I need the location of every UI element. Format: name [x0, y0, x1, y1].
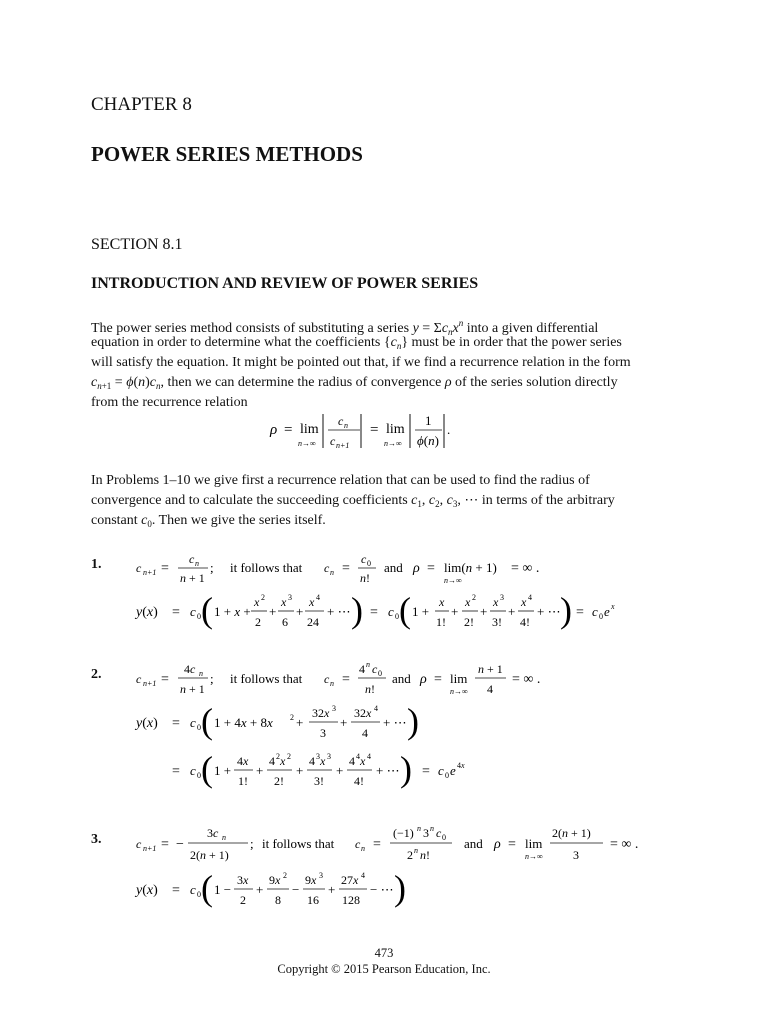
svg-text:n: n — [414, 846, 418, 855]
and-text: and — [464, 836, 483, 851]
svg-text:n: n — [330, 679, 334, 688]
svg-text:(−1): (−1) — [393, 826, 414, 840]
svg-text:x: x — [280, 754, 286, 768]
svg-text:−: − — [292, 882, 300, 897]
svg-text:2: 2 — [290, 713, 294, 722]
radius-formula — [260, 405, 460, 453]
svg-text:c: c — [324, 561, 330, 575]
svg-text:+: + — [296, 604, 304, 619]
svg-text:=: = — [342, 561, 350, 576]
svg-text:c: c — [136, 561, 142, 575]
svg-text:;: ; — [210, 560, 214, 575]
recurrence-formula: $c_n$ — [91, 375, 102, 391]
svg-text:+ ⋯: + ⋯ — [537, 604, 561, 619]
svg-text:2: 2 — [255, 615, 261, 629]
svg-text:+ ⋯: + ⋯ — [376, 763, 400, 778]
svg-text:8: 8 — [275, 893, 281, 907]
svg-text:n + 1: n + 1 — [180, 571, 205, 585]
svg-text:1: 1 — [425, 413, 432, 428]
svg-text:1!: 1! — [238, 774, 248, 788]
connector-text: it follows that — [262, 836, 335, 851]
svg-text:): ) — [407, 701, 419, 741]
svg-text:1 −: 1 − — [214, 882, 232, 897]
svg-text:lim: lim — [525, 836, 543, 851]
svg-text:): ) — [394, 868, 406, 908]
svg-text:+: + — [451, 604, 459, 619]
intro-text: The power series method consists of substituting a series — [91, 321, 413, 336]
svg-text:n+1: n+1 — [143, 844, 157, 853]
svg-text:=: = — [172, 883, 180, 898]
svg-text:=: = — [370, 422, 379, 438]
svg-text:4!: 4! — [354, 774, 364, 788]
svg-text:+: + — [256, 882, 264, 897]
svg-text:4c: 4c — [184, 662, 196, 676]
svg-text:;: ; — [210, 671, 214, 686]
svg-text:c: c — [592, 604, 598, 619]
svg-text:x: x — [281, 595, 287, 609]
svg-text:0: 0 — [445, 771, 449, 780]
svg-text:=: = — [161, 561, 169, 576]
svg-text:y(x): y(x) — [136, 605, 158, 620]
svg-text:2: 2 — [240, 893, 246, 907]
svg-text:=: = — [284, 422, 293, 438]
svg-text:= ∞ .: = ∞ . — [512, 672, 541, 687]
svg-text:= ∞ .: = ∞ . — [511, 561, 540, 576]
svg-text:= ∞ .: = ∞ . — [610, 837, 639, 852]
svg-text:4!: 4! — [520, 615, 530, 629]
svg-text:32x: 32x — [354, 706, 372, 720]
problems-intro-text: . Then we give the series itself. — [151, 513, 326, 528]
problem-number: 2. — [91, 667, 102, 682]
svg-text:): ) — [351, 590, 363, 630]
svg-text:;: ; — [250, 836, 254, 851]
svg-text:4x: 4x — [457, 761, 465, 770]
svg-text:(: ( — [201, 868, 213, 908]
svg-text:c: c — [438, 763, 444, 778]
svg-text:x: x — [439, 595, 445, 609]
svg-text:1 + x +: 1 + x + — [214, 604, 251, 619]
svg-text:9x: 9x — [305, 873, 317, 887]
svg-text:n: n — [417, 824, 421, 833]
svg-text:=: = — [172, 605, 180, 620]
svg-text:e: e — [450, 763, 456, 778]
svg-text:6: 6 — [282, 615, 288, 629]
svg-text:y(x): y(x) — [136, 883, 158, 898]
svg-text:3!: 3! — [314, 774, 324, 788]
svg-text:1!: 1! — [436, 615, 446, 629]
svg-text:1 +: 1 + — [214, 763, 232, 778]
svg-text:c: c — [189, 552, 195, 566]
svg-text:c: c — [190, 715, 196, 730]
svg-text:n!: n! — [365, 682, 375, 696]
svg-text:=: = — [172, 716, 180, 731]
problem-3-series — [130, 866, 550, 914]
svg-text:=: = — [373, 837, 381, 852]
problems-intro-text: in terms of the arbitrary — [478, 493, 615, 508]
problems-intro: In Problems 1–10 we give first a recurrence relation that can be used to find the radius of convergence and to calculate the succeeding coefficients $c_1$, $c_2$, $c_3$, ⋯ in terms of the arbitrary constant $c_0$. Then we give the series itself. — [91, 471, 691, 531]
svg-text:x: x — [465, 595, 471, 609]
svg-text:+: + — [336, 763, 344, 778]
intro-text: must be in order that the power series — [408, 335, 622, 350]
svg-text:0: 0 — [378, 669, 382, 678]
svg-text:3: 3 — [320, 726, 326, 740]
svg-text:3: 3 — [573, 848, 579, 862]
svg-text:(: ( — [201, 701, 213, 741]
svg-text:4: 4 — [359, 662, 365, 676]
svg-text:c: c — [190, 763, 196, 778]
svg-text:c: c — [436, 826, 442, 840]
svg-text:ρ: ρ — [413, 561, 420, 576]
svg-text:2: 2 — [407, 848, 413, 862]
intro-text: of the series solution directly — [451, 375, 618, 390]
intro-text: from the recurrence relation — [91, 395, 248, 410]
svg-text:c: c — [372, 662, 378, 676]
svg-text:e: e — [604, 604, 610, 619]
svg-text:=: = — [342, 672, 350, 687]
problem-1-series — [130, 588, 615, 636]
svg-text:24: 24 — [307, 615, 319, 629]
svg-text:=: = — [172, 764, 180, 779]
svg-text:x: x — [611, 602, 615, 611]
svg-text:n→∞: n→∞ — [384, 439, 402, 448]
svg-text:2: 2 — [261, 593, 265, 602]
svg-text:n→∞: n→∞ — [444, 576, 462, 585]
intro-text: then we can determine the radius of convergence — [164, 375, 445, 390]
svg-text:32x: 32x — [312, 706, 330, 720]
svg-text:c: c — [324, 672, 330, 686]
svg-text:+: + — [508, 604, 516, 619]
and-text: and — [392, 671, 411, 686]
intro-text: into a given differential — [463, 321, 599, 336]
svg-text:0: 0 — [395, 612, 399, 621]
svg-text:4: 4 — [356, 752, 360, 761]
svg-text:3: 3 — [500, 593, 504, 602]
svg-text:c: c — [361, 552, 367, 566]
svg-text:0: 0 — [442, 833, 446, 842]
problems-intro-text: constant — [91, 513, 142, 528]
svg-text:3: 3 — [423, 826, 429, 840]
svg-text:16: 16 — [307, 893, 319, 907]
problem-number: 1. — [91, 557, 102, 572]
svg-text:0: 0 — [197, 612, 201, 621]
svg-text:n: n — [199, 669, 203, 678]
svg-text:ρ: ρ — [270, 422, 278, 438]
svg-text:n+1: n+1 — [143, 679, 157, 688]
svg-text:): ) — [560, 590, 572, 630]
svg-text:4: 4 — [309, 754, 315, 768]
svg-text:c: c — [136, 672, 142, 686]
svg-text:2!: 2! — [274, 774, 284, 788]
svg-text:c: c — [190, 604, 196, 619]
svg-text:0: 0 — [197, 723, 201, 732]
problem-number: 3. — [91, 832, 102, 847]
svg-text:c: c — [136, 837, 142, 851]
svg-text:n: n — [430, 824, 434, 833]
svg-text:n→∞: n→∞ — [525, 852, 543, 861]
svg-text:4: 4 — [367, 752, 371, 761]
svg-text:n+1: n+1 — [143, 568, 157, 577]
svg-text:0: 0 — [367, 559, 371, 568]
intro-text: equation in order to determine what the coefficients — [91, 335, 384, 350]
series-formula: y — [412, 321, 419, 336]
svg-text:=: = — [427, 561, 435, 576]
svg-text:27x: 27x — [341, 873, 359, 887]
section-title: INTRODUCTION AND REVIEW OF POWER SERIES — [91, 275, 479, 292]
svg-text:4: 4 — [374, 704, 378, 713]
svg-text:1 +: 1 + — [412, 604, 430, 619]
svg-text:=: = — [434, 672, 442, 687]
svg-text:lim: lim — [450, 671, 468, 686]
svg-text:4: 4 — [349, 754, 355, 768]
problems-intro-text: In Problems 1–10 we give first a recurrence relation that can be used to find the radius of — [91, 473, 590, 488]
svg-text:+: + — [296, 715, 304, 730]
section-label: SECTION 8.1 — [91, 236, 183, 253]
svg-text:4x: 4x — [237, 754, 249, 768]
chapter-label: CHAPTER 8 — [91, 94, 192, 115]
svg-text:x: x — [521, 595, 527, 609]
problem-2-series-b — [130, 747, 550, 795]
svg-text:3: 3 — [288, 593, 292, 602]
svg-text:2: 2 — [283, 871, 287, 880]
svg-text:n→∞: n→∞ — [450, 687, 468, 696]
svg-text:n: n — [361, 844, 365, 853]
svg-text:4: 4 — [316, 593, 320, 602]
svg-text:c: c — [355, 837, 361, 851]
connector-text: it follows that — [230, 560, 303, 575]
svg-text:+: + — [256, 763, 264, 778]
svg-text:n!: n! — [420, 848, 430, 862]
svg-text:x: x — [320, 754, 326, 768]
svg-text:.: . — [447, 422, 451, 437]
svg-text:n!: n! — [360, 571, 370, 585]
copyright-notice: Copyright © 2015 Pearson Education, Inc. — [277, 962, 491, 976]
svg-text:128: 128 — [342, 893, 360, 907]
svg-text:4: 4 — [487, 682, 493, 696]
svg-text:2!: 2! — [464, 615, 474, 629]
svg-text:lim: lim — [386, 422, 405, 437]
svg-text:x: x — [493, 595, 499, 609]
svg-text:n: n — [222, 833, 226, 842]
svg-text:0: 0 — [599, 612, 603, 621]
svg-text:c: c — [338, 414, 344, 428]
svg-text:+: + — [328, 882, 336, 897]
svg-text:n: n — [344, 421, 348, 430]
svg-text:y(x): y(x) — [136, 716, 158, 731]
intro-paragraph: The power series method consists of substituting a series $y = \Sigma c_nx^n$ into a given differential equation in order to determine what the coefficients $\{c_n\}$ must be in order that the power series will satisfy the equation. It might be pointed out that, if we find a recurrence relation in the form $c_{n+1} = \phi(n)c_n$, then we can determine the radius of convergence ρ of the series solution directly from the recurrence relation — [91, 313, 691, 413]
and-text: and — [384, 560, 403, 575]
svg-text:4: 4 — [361, 871, 365, 880]
svg-text:9x: 9x — [269, 873, 281, 887]
svg-text:1 + 4x + 8x: 1 + 4x + 8x — [214, 715, 273, 730]
problem-2-series-a — [130, 699, 550, 747]
svg-text:−: − — [176, 837, 184, 852]
intro-text: will satisfy the equation. It might be pointed out that, if we find a recurrence relation in the form — [91, 355, 631, 370]
problem-2-recurrence — [130, 655, 570, 697]
svg-text:+ ⋯: + ⋯ — [383, 715, 407, 730]
svg-text:lim(n + 1): lim(n + 1) — [444, 560, 497, 575]
chapter-title: POWER SERIES METHODS — [91, 142, 363, 166]
svg-text:ρ: ρ — [494, 837, 501, 852]
svg-text:− ⋯: − ⋯ — [370, 882, 394, 897]
svg-text:+: + — [269, 604, 277, 619]
svg-text:+ ⋯: + ⋯ — [327, 604, 351, 619]
svg-text:3!: 3! — [492, 615, 502, 629]
problem-3-recurrence — [130, 818, 650, 864]
svg-text:4: 4 — [528, 593, 532, 602]
svg-text:3: 3 — [319, 871, 323, 880]
svg-text:(: ( — [201, 590, 213, 630]
svg-text:n+1: n+1 — [336, 441, 350, 450]
svg-text:2: 2 — [276, 752, 280, 761]
svg-text:=: = — [370, 605, 378, 620]
svg-text:3c: 3c — [207, 826, 219, 840]
svg-text:c: c — [330, 434, 336, 448]
svg-text:=: = — [576, 605, 584, 620]
svg-text:(: ( — [201, 749, 213, 789]
svg-text:0: 0 — [197, 890, 201, 899]
connector-text: it follows that — [230, 671, 303, 686]
svg-text:): ) — [400, 749, 412, 789]
svg-text:lim: lim — [300, 422, 319, 437]
svg-text:n: n — [195, 559, 199, 568]
svg-text:=: = — [508, 837, 516, 852]
svg-text:ϕ(n): ϕ(n) — [417, 433, 439, 448]
svg-text:(: ( — [399, 590, 411, 630]
problem-1-recurrence — [130, 546, 570, 586]
svg-text:+: + — [480, 604, 488, 619]
svg-text:x: x — [360, 754, 366, 768]
svg-text:3: 3 — [332, 704, 336, 713]
svg-text:3: 3 — [316, 752, 320, 761]
svg-text:2: 2 — [472, 593, 476, 602]
svg-text:=: = — [161, 672, 169, 687]
page-number: 473 — [374, 946, 394, 960]
svg-text:n + 1: n + 1 — [180, 682, 205, 696]
svg-text:2(n + 1): 2(n + 1) — [190, 848, 229, 862]
svg-text:x: x — [309, 595, 315, 609]
svg-text:x: x — [254, 595, 260, 609]
svg-text:3x: 3x — [237, 873, 249, 887]
svg-text:n→∞: n→∞ — [298, 439, 316, 448]
svg-text:2(n + 1): 2(n + 1) — [552, 826, 591, 840]
svg-text:n + 1: n + 1 — [478, 662, 503, 676]
svg-text:4: 4 — [269, 754, 275, 768]
svg-text:c: c — [190, 882, 196, 897]
problems-intro-text: convergence and to calculate the succeeding coefficients — [91, 493, 412, 508]
svg-text:=: = — [422, 764, 430, 779]
svg-text:2: 2 — [287, 752, 291, 761]
svg-text:c: c — [388, 604, 394, 619]
svg-text:=: = — [161, 837, 169, 852]
svg-text:n: n — [366, 660, 370, 669]
svg-text:3: 3 — [327, 752, 331, 761]
svg-text:+: + — [296, 763, 304, 778]
svg-text:n: n — [330, 568, 334, 577]
svg-text:+: + — [340, 715, 348, 730]
svg-text:0: 0 — [197, 771, 201, 780]
svg-text:ρ: ρ — [420, 672, 427, 687]
svg-text:4: 4 — [362, 726, 368, 740]
